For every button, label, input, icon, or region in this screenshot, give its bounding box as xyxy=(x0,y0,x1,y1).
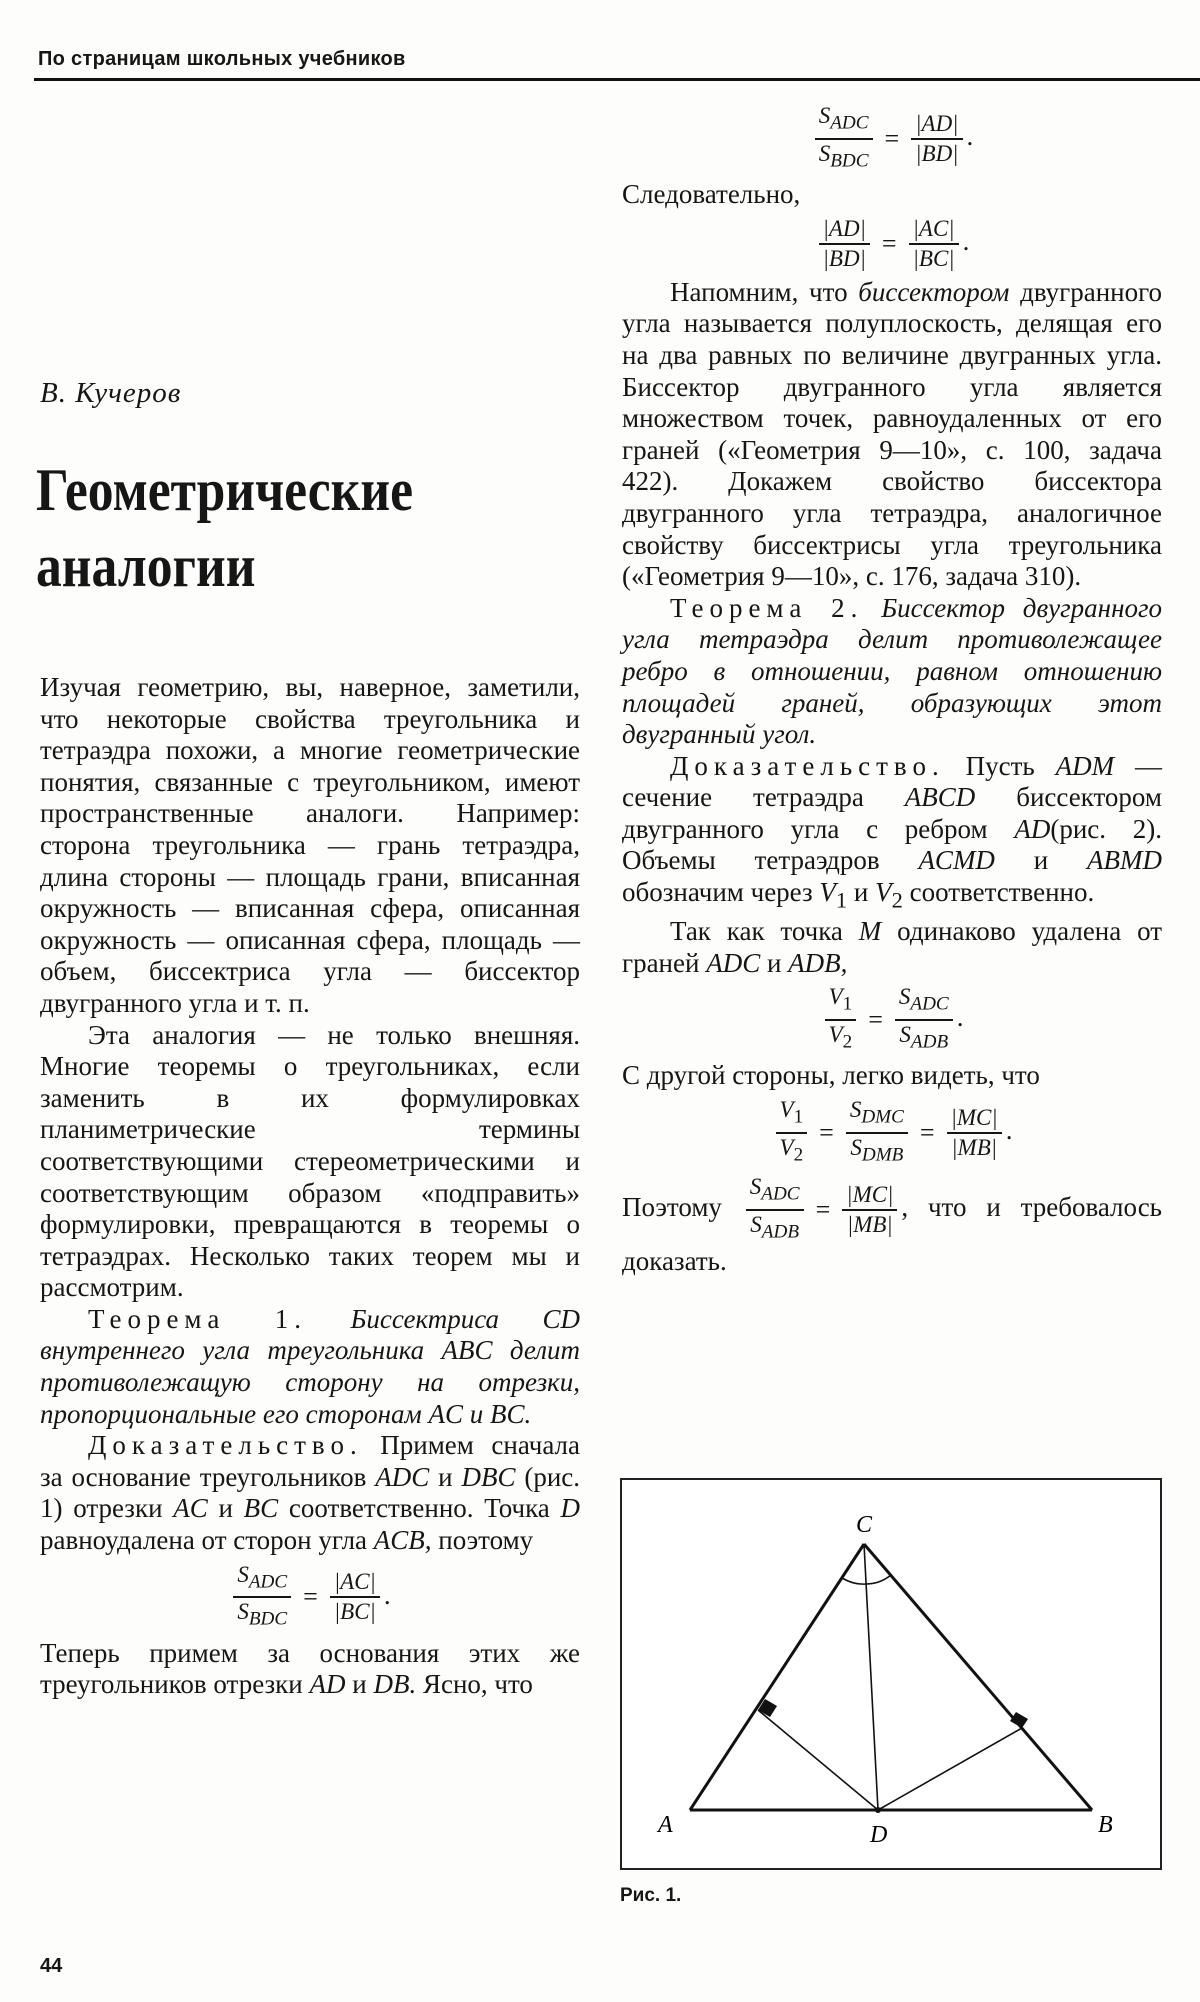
formula-4: $\frac{V_1}{V_2}$ = $\frac{S_{ADC}}{S_{ADB}}$ . xyxy=(622,983,1162,1056)
math: S xyxy=(898,984,911,1010)
theorem-2-text: Биссектор двугранного угла тетраэдра делит противолежащее ребро в отношении, равном отношению площадей граней, образующих этот двугранный угол. xyxy=(622,592,1163,750)
math: V xyxy=(875,877,892,908)
math: |BC| xyxy=(912,245,955,271)
math-sub: 1 xyxy=(793,1106,804,1128)
math: V xyxy=(779,1134,794,1160)
theorem-2-label: Теорема 2. xyxy=(670,592,864,623)
left-column xyxy=(40,672,580,1701)
text: соответственно. xyxy=(909,877,1095,908)
theorem-2 xyxy=(622,593,1162,751)
title-line-2: аналогии xyxy=(36,533,256,599)
text: Примем сначала за основание треугольников xyxy=(40,1430,580,1492)
fraction xyxy=(911,110,962,168)
angle-arc-2 xyxy=(866,1575,891,1584)
math: DBC xyxy=(461,1461,516,1492)
equals: = xyxy=(881,228,897,258)
math: AC xyxy=(173,1493,208,1524)
math: S xyxy=(899,1021,911,1047)
math: AD xyxy=(1014,813,1051,844)
math: |AC| xyxy=(912,215,955,241)
formula-2: $\frac{S_{ADC}}{S_{BDC}}$ = $\frac{|AD|}{|BD|}$ . xyxy=(622,102,1162,175)
paragraph-point-m xyxy=(622,916,1162,979)
paragraph-consequently: Следовательно, xyxy=(622,179,801,210)
text: поэтому xyxy=(438,1525,534,1556)
math: S xyxy=(237,1599,249,1625)
math: |AD| xyxy=(915,110,959,136)
math: ABMD xyxy=(1087,845,1162,876)
formula-5: $\frac{V_1}{V_2}$ = $\frac{S_{DMC}}{S_{DMB}}$ = $\frac{|MC|}{|MB|}$ . xyxy=(622,1096,1162,1169)
text: Теперь примем за основания этих же треугольников отрезки xyxy=(40,1637,580,1700)
math: V xyxy=(819,877,836,908)
math-sub: 1 xyxy=(842,993,853,1015)
math: ADC xyxy=(375,1461,430,1492)
paragraph-conclusion xyxy=(622,1173,1162,1278)
math: BC xyxy=(243,1493,279,1524)
text: соответственно. Точка xyxy=(288,1493,550,1524)
text: Пусть xyxy=(965,750,1035,781)
text: и xyxy=(218,1493,233,1524)
math: S xyxy=(749,1174,762,1200)
fraction xyxy=(815,102,873,175)
math: |BD| xyxy=(915,140,959,166)
math: ADM xyxy=(1055,750,1115,781)
text: и xyxy=(853,877,869,908)
text: и xyxy=(352,1669,367,1700)
text: — сечение тетраэдра xyxy=(622,750,1162,813)
math-sub: 2 xyxy=(793,1144,804,1166)
math-sub: 2 xyxy=(842,1031,853,1053)
page-number: 44 xyxy=(40,1955,63,1977)
header-rule xyxy=(34,78,1200,81)
figure-1 xyxy=(620,1478,1162,1870)
math: |AD| xyxy=(822,215,866,241)
math: V xyxy=(828,1021,843,1047)
label-d: D xyxy=(870,1822,888,1848)
math: DB. xyxy=(373,1669,417,1700)
point-d xyxy=(875,1807,881,1813)
math: AD xyxy=(309,1669,346,1700)
fraction xyxy=(842,1181,897,1239)
paragraph-intro: Изучая геометрию, вы, наверное, заметили, что некоторые свойства треугольника и тетраэдра похожи, а многие геометрические понятия, связанные с треугольником, имеют пространственные аналоги. Например: сторона треугольника — грань тетраэдра, длина стороны — площадь грани, вписанная окружность — вписанная сфера, описанная окружность — описанная сфера, площадь — объем, биссектриса угла — биссектор двугранного угла и т. п. xyxy=(40,672,580,1018)
text: (рис. 2). Объемы тетраэдров xyxy=(622,813,1163,876)
fraction xyxy=(947,1104,1002,1162)
paragraph-other-side: С другой стороны, легко видеть, что xyxy=(622,1060,1040,1091)
fraction xyxy=(909,215,959,273)
math: ABCD xyxy=(904,782,976,813)
article-title xyxy=(36,452,413,604)
math: M xyxy=(858,916,882,947)
proof-2-label: Доказательство. xyxy=(670,750,945,781)
fraction xyxy=(746,1173,804,1246)
math-sub: ADC xyxy=(248,1571,288,1593)
equals: = xyxy=(815,1195,831,1224)
math: ADB, xyxy=(788,947,848,978)
text: и xyxy=(438,1461,453,1492)
label-c: C xyxy=(856,1512,873,1538)
triangle-diagram xyxy=(622,1480,1160,1868)
math: |MB| xyxy=(951,1134,998,1160)
math: |BD| xyxy=(822,245,866,271)
text: обозначим через xyxy=(622,877,813,908)
equals: = xyxy=(303,1582,318,1612)
text: и xyxy=(1033,845,1049,876)
math: ACMD xyxy=(918,845,995,876)
text: , что и требовалось доказать. xyxy=(622,1192,1162,1277)
text: Так как точка xyxy=(670,916,843,947)
side-bc xyxy=(864,1544,1092,1810)
equals: = xyxy=(884,123,900,153)
title-line-1: Геометрические xyxy=(36,457,413,523)
math-sub: 1 xyxy=(835,887,848,913)
text: Напомним, что xyxy=(670,276,848,307)
text: биссектором двугранного угла с ребром xyxy=(622,782,1162,844)
equals: = xyxy=(868,1005,883,1035)
equals: = xyxy=(919,1117,935,1147)
math-sub: ADB xyxy=(910,1031,949,1053)
perpendicular-to-bc xyxy=(878,1728,1022,1810)
text: двугранного угла называется полуплоскость, делящая его на два равных по величине двугранных угла. Биссектор двугранного угла является множеством точек, равноудаленных от его граней («Геометрия 9—10», с. 100, задача 422). Докажем свойство биссектора двугранного угла тетраэдра, аналогичное свойству биссектрисы угла треугольника («Геометрия 9—10», с. 176, задача 310). xyxy=(622,276,1162,592)
math: ACB, xyxy=(373,1525,432,1556)
formula-3: $\frac{|AD|}{|BD|}$ = $\frac{|AC|}{|BC|}$ . xyxy=(622,215,1162,273)
section-header: По страницам школьных учебников xyxy=(38,48,406,70)
math: S xyxy=(237,1561,249,1587)
fraction xyxy=(233,1561,291,1634)
paragraph-bases xyxy=(40,1638,580,1701)
text: одинаково удалена от граней xyxy=(622,916,1163,978)
label-a: A xyxy=(658,1812,673,1838)
text: (рис. 1) отрезки xyxy=(40,1461,581,1524)
math-sub: ADC xyxy=(910,993,949,1015)
figure-caption: Рис. 1. xyxy=(620,1885,682,1906)
math-sub: BDC xyxy=(248,1608,288,1630)
paragraph-analogy: Эта аналогия — не только внешняя. Многие теоремы о треугольниках, если заменить в их формулировках планиметрические термины соответствующими стереометрическими и соответствующим образом «подправить» формулировки, превращаются в теоремы о тетраэдрах. Несколько таких теорем мы и рассмотрим. xyxy=(40,1019,580,1303)
fraction xyxy=(846,1096,908,1169)
math-sub: DMC xyxy=(861,1106,904,1128)
math-sub: BDC xyxy=(830,150,869,172)
text: и xyxy=(766,947,782,978)
angle-arc-1 xyxy=(842,1578,866,1584)
math: V xyxy=(828,984,843,1010)
paragraph-bisector-definition xyxy=(622,277,1162,593)
fraction xyxy=(825,983,857,1056)
fraction xyxy=(776,1096,808,1169)
math-sub: ADC xyxy=(830,112,869,134)
theorem-1-text: Биссектриса CD внутреннего угла треугольника ABC делит противолежащую сторону на отрезки, пропорциональные его сторонам AC и BC. xyxy=(40,1303,580,1429)
text: равноудалена от сторон угла xyxy=(40,1525,368,1556)
math: |MC| xyxy=(846,1181,894,1207)
math: S xyxy=(750,1211,762,1237)
text: Поэтому xyxy=(622,1192,722,1222)
proof-1-label: Доказательство. xyxy=(88,1430,363,1461)
theorem-1-label: Теорема 1. xyxy=(88,1303,308,1334)
math: |BC| xyxy=(333,1599,376,1625)
math: S xyxy=(818,140,831,166)
author: В. Кучеров xyxy=(40,377,182,409)
math-sub: ADC xyxy=(761,1183,800,1205)
math-sub: ADB xyxy=(761,1221,800,1243)
theorem-1 xyxy=(40,1304,580,1430)
emphasis: биссектором xyxy=(858,276,1010,307)
math: |MC| xyxy=(950,1104,998,1130)
side-ac xyxy=(690,1544,864,1810)
proof-1 xyxy=(40,1430,580,1556)
fraction xyxy=(819,215,870,273)
math: V xyxy=(779,1097,794,1123)
text: Ясно, что xyxy=(422,1669,533,1700)
math: S xyxy=(818,103,831,128)
right-angle-mark-bc xyxy=(1010,1712,1028,1728)
perpendicular-to-ac xyxy=(758,1710,878,1810)
math-sub: 2 xyxy=(891,887,903,913)
proof-2 xyxy=(622,751,1162,916)
equals: = xyxy=(819,1117,834,1147)
math: |MB| xyxy=(846,1211,893,1237)
fraction xyxy=(330,1568,380,1626)
math: S xyxy=(850,1134,862,1160)
math: ADC xyxy=(706,947,761,978)
math: S xyxy=(849,1097,862,1123)
label-b: B xyxy=(1098,1812,1113,1838)
right-column xyxy=(622,98,1162,1278)
math-sub: DMB xyxy=(861,1144,904,1166)
math: |AC| xyxy=(333,1569,376,1595)
math: D xyxy=(560,1493,580,1524)
formula-1: $\frac{S_{ADC}}{S_{BDC}}$ = $\frac{|AC|}{|BC|}$ . xyxy=(40,1561,580,1634)
fraction xyxy=(895,983,953,1056)
